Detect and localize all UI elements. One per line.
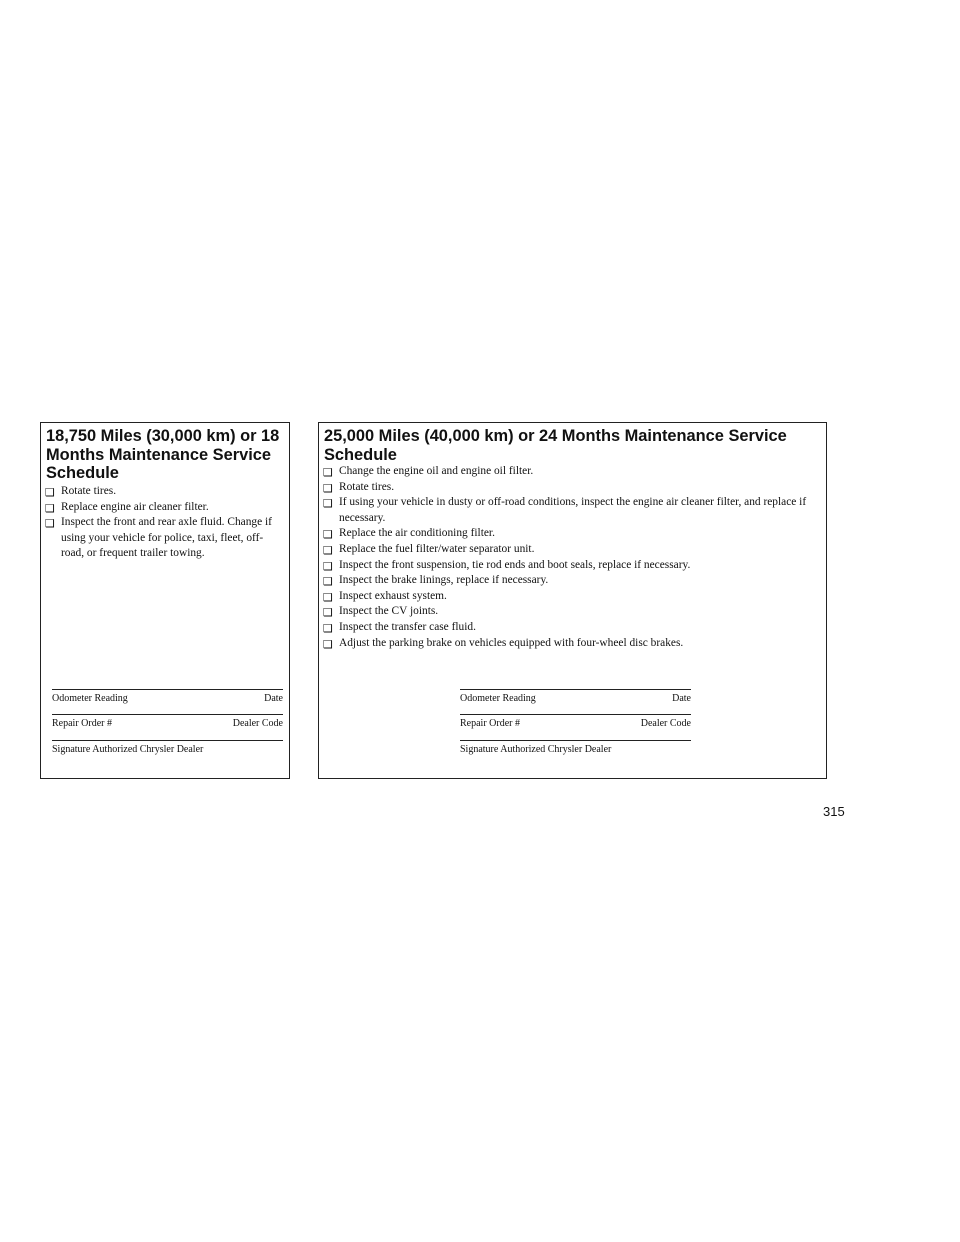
checklist [45, 484, 285, 562]
odometer-date-line [460, 689, 691, 704]
checklist-item: ❑ Replace the fuel filter/water separator unit. [323, 542, 535, 557]
dealer-code-label: Dealer Code [232, 718, 283, 729]
checkbox-icon: ❑ [323, 621, 333, 635]
maintenance-box-18750 [40, 422, 290, 779]
checkbox-icon: ❑ [323, 466, 333, 479]
checklist-item: ❑ Inspect the front suspension, tie rod ends and boot seals, replace if necessary. [323, 558, 691, 573]
checkbox-icon: ❑ [323, 606, 333, 620]
odometer-label: Odometer Reading [460, 693, 536, 704]
checklist-item: ❑ Inspect the transfer case fluid. [323, 620, 476, 635]
checkbox-icon: ❑ [45, 486, 55, 499]
checkbox-icon: ❑ [323, 481, 333, 495]
checklist-item: ❑ Inspect the CV joints. [323, 605, 439, 620]
checklist-item: ❑ Adjust the parking brake on vehicles equipped with four-wheel disc brakes. [323, 636, 684, 651]
checkbox-icon: ❑ [323, 559, 333, 573]
checkbox-icon: ❑ [323, 575, 333, 589]
signature-label: Signature Authorized Chrysler Dealer [460, 744, 612, 755]
checkbox-icon: ❑ [323, 497, 333, 511]
checklist-item: ❑ Change the engine oil and engine oil filter. [323, 465, 534, 479]
section-title: 25,000 Miles (40,000 km) or 24 Months Maintenance Service Schedule [324, 427, 787, 464]
checkbox-icon: ❑ [323, 528, 333, 542]
checkbox-icon: ❑ [323, 590, 333, 604]
repair-order-line [460, 714, 691, 729]
checkbox-icon: ❑ [323, 543, 333, 557]
checklist [323, 464, 823, 651]
checklist-item: ❑ Replace the air conditioning filter. [323, 527, 495, 542]
checkbox-icon: ❑ [45, 501, 55, 515]
repair-order-line [52, 714, 283, 729]
section-title: 18,750 Miles (30,000 km) or 18 Months Maintenance Service Schedule [46, 427, 280, 482]
dealer-code-label: Dealer Code [640, 718, 691, 729]
checkbox-icon: ❑ [45, 517, 55, 531]
date-label: Date [672, 693, 691, 704]
signature-line [52, 740, 283, 755]
date-label: Date [264, 693, 283, 704]
repair-order-label: Repair Order # [460, 718, 520, 729]
odometer-label: Odometer Reading [52, 693, 128, 704]
repair-order-label: Repair Order # [52, 718, 112, 729]
checklist-item: ❑ Inspect the brake linings, replace if necessary. [323, 574, 549, 589]
checklist-item: ❑ Inspect the front and rear axle fluid. Change if using your vehicle for police, taxi, fleet, off-road, or frequent trailer towing. [45, 516, 272, 560]
checkbox-icon: ❑ [323, 637, 333, 651]
checklist-item: ❑ Replace engine air cleaner filter. [45, 500, 209, 515]
page-number: 315 [823, 804, 845, 819]
checklist-item: ❑ Rotate tires. [323, 480, 395, 495]
signature-line [460, 740, 691, 755]
checklist-item: ❑ If using your vehicle in dusty or off-road conditions, inspect the engine air cleaner filter, and replace if necessary. [323, 496, 807, 524]
signature-label: Signature Authorized Chrysler Dealer [52, 744, 204, 755]
odometer-date-line [52, 689, 283, 704]
checklist-item: ❑ Rotate tires. [45, 485, 117, 499]
maintenance-box-25000 [318, 422, 827, 779]
checklist-item: ❑ Inspect exhaust system. [323, 589, 447, 604]
